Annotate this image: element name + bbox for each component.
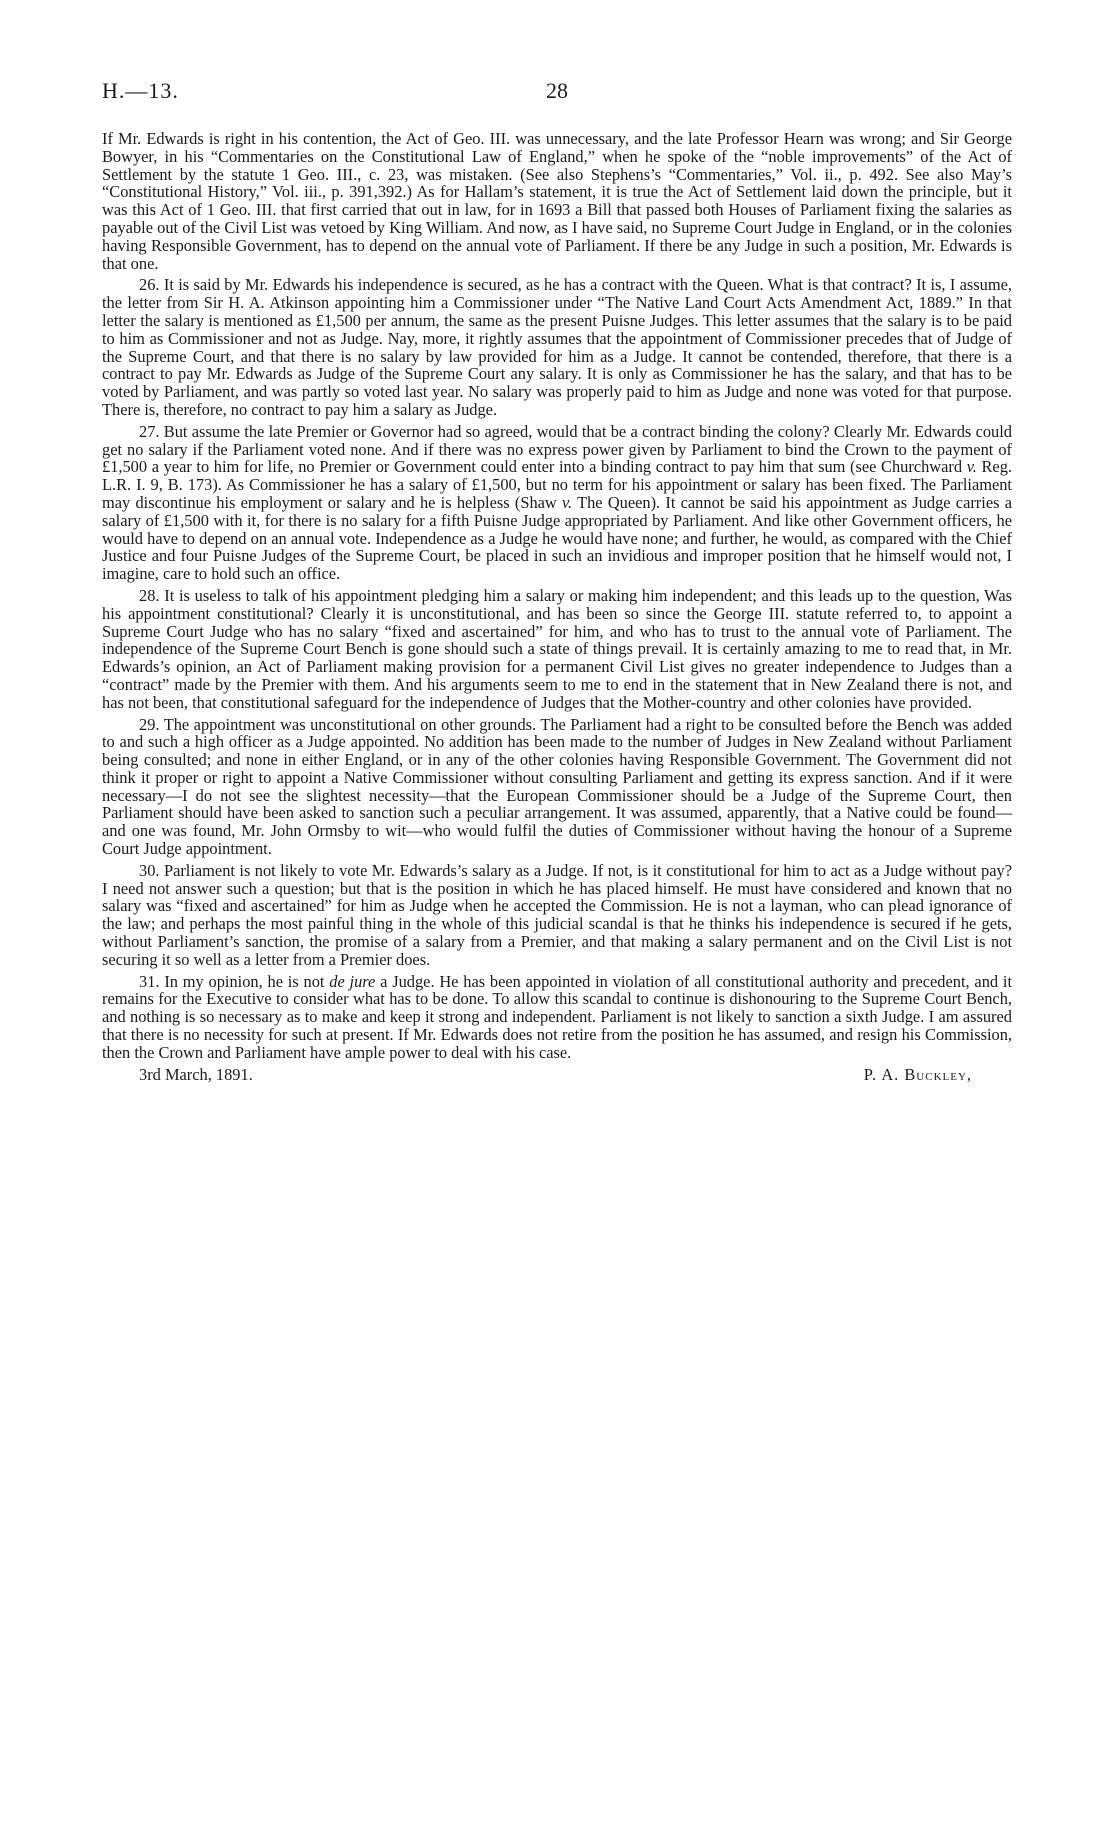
paragraph-text: But assume the late Premier or Governor had so agreed, would that be a contract binding the colony? Clearly Mr. Edwards could get no salary if the Parliament voted none. And if there was no express power given by Parliament to bind the Crown to the payment of £1,500 a year to him for life, no Premier or Government could enter into a binding contract to pay him that sum (see Churchward (102, 421, 1012, 477)
italic-versus: v. (562, 492, 573, 512)
paragraph-28 (102, 587, 1012, 712)
paragraph-text: It is useless to talk of his appointment pledging him a salary or making him independent; and this leads up to the question, Was his appointment constitutional? Clearly it is unconstitutional, and has been so since the George III. statute referred to, to appoint a Supreme Court Judge who has no salary “fixed and ascertained” for him, and who has to trust to the annual vote of Parliament. The independence of the Supreme Court Bench is gone should such a state of things prevail. It is certainly amazing to me to read that, in Mr. Edwards’s opinion, an Act of Parliament making provision for a permanent Civil List gives no greater independence to Judges than a “contract” made by the Premier with them. And his arguments seem to me to end in the statement that in New Zealand there is not, and has not been, that constitutional safeguard for the independence of Judges that the Mother-country and other colonies have provided. (102, 585, 1012, 712)
italic-latin-phrase: de jure (329, 971, 376, 991)
paragraph-text: Reg. L.R. I. 9, B. 173). As Commissioner he has a salary of £1,500, but no term for his appointment or salary has been fixed. The Parliament may discontinue his employment or salary and he is helpless (Shaw (102, 457, 1012, 512)
document-reference: H.—13. (102, 78, 179, 103)
paragraph-text: In my opinion, he is not (164, 971, 330, 991)
page-number: 28 (546, 78, 568, 103)
paragraph-number: 26. (139, 275, 160, 295)
paragraph-continuation (102, 130, 1012, 272)
paragraph-number: 29. (139, 714, 160, 734)
signature: P. A. Buckley, (863, 1064, 972, 1084)
paragraph-text: The appointment was unconstitutional on other grounds. The Parliament had a right to be consulted before the Bench was added to and such a high officer as a Judge appointed. No addition has been made to the number of Judges in New Zealand without Parliament being consulted; and none in either England, or in any of the other colonies having Responsible Government. The Government did not think it proper or right to appoint a Native Commissioner without consulting Parliament and getting its express sanction. And if it were necessary—I do not see the slightest necessity—that the European Commissioner should be a Judge of the Supreme Court, then Parliament should have been asked to sanction such a peculiar arrangement. It was assumed, apparently, that a Native could be found—and one was found, Mr. John Ormsby to wit—who would fulfil the duties of Commissioner without having the honour of a Supreme Court Judge appointment. (102, 714, 1012, 859)
paragraph-number: 28. (139, 585, 160, 605)
paragraph-number: 27. (139, 421, 160, 441)
paragraph-text: a Judge. He has been appointed in violation of all constitutional authority and precedent, and it remains for the Executive to consider what has to be done. To allow this scandal to continue is dishonouring to the Supreme Court Bench, and nothing is so necessary as to make and keep it strong and independent. Parliament is not likely to sanction a sixth Judge. I am assured that there is no necessity for such at present. If Mr. Edwards does not retire from the position he has assumed, and resign his Commission, then the Crown and Parliament have ample power to deal with his case. (102, 971, 1012, 1062)
paragraph-29 (102, 716, 1012, 858)
paragraph-number: 31. (139, 971, 160, 991)
paragraph-text: Parliament is not likely to vote Mr. Edwards’s salary as a Judge. If not, is it constitutional for him to act as a Judge without pay? I need not answer such a question; but that is the position in which he has placed himself. He must have considered and known that no salary was “fixed and ascertained” for him as Judge when he accepted the Commission. He is not a layman, who can plead ignorance of the law; and perhaps the most painful thing in the whole of this judicial scandal is that he thinks his independence is secured if he gets, without Parliament’s sanction, the promise of a salary from a Premier, and that making a salary permanent and on the Civil List is not securing it so well as a letter from a Premier does. (102, 860, 1012, 969)
paragraph-text: It is said by Mr. Edwards his independence is secured, as he has a contract with the Queen. What is that contract? It is, I assume, the letter from Sir H. A. Atkinson appointing him a Commissioner under “The Native Land Court Acts Amendment Act, 1889.” In that letter the salary is mentioned as £1,500 per annum, the same as the present Puisne Judges. This letter assumes that the salary is to be paid to him as Commissioner and not as Judge. Nay, more, it rightly assumes that the appointment of Commissioner precedes that of Judge of the Supreme Court, and that there is no salary by law provided for him as a Judge. It cannot be contended, therefore, that there is a contract to pay Mr. Edwards as Judge of the Supreme Court any salary. It is only as Commissioner he has the salary, and that has to be voted by Parliament, and was partly so voted last year. No salary was properly paid to him as Judge and none was voted for that purpose. There is, therefore, no contract to pay him a salary as Judge. (102, 275, 1012, 419)
page-header (102, 78, 1012, 108)
paragraph-31 (102, 973, 1012, 1062)
paragraph-number: 30. (139, 860, 160, 880)
italic-versus: v. (966, 457, 977, 477)
letter-date: 3rd March, 1891. (139, 1064, 253, 1084)
closing-block (102, 1066, 1012, 1088)
paragraph-27 (102, 423, 1012, 583)
paragraph-text: The Queen). It cannot be said his appointment as Judge carries a salary of £1,500 with it, for there is no salary for a fifth Puisne Judge appropriated by Parliament. And like other Government officers, he would have to depend on an annual vote. Independence as a Judge he would have none; and further, he would, as compared with the Chief Justice and four Puisne Judges of the Supreme Court, be placed in such an invidious and improper position that he himself would not, I imagine, care to hold such an office. (102, 492, 1012, 584)
body-text (102, 130, 1012, 1088)
paragraph-30 (102, 862, 1012, 969)
paragraph-26 (102, 276, 1012, 418)
paragraph-text: If Mr. Edwards is right in his contention, the Act of Geo. III. was unnecessary, and the late Professor Hearn was wrong; and Sir George Bowyer, in his “Commentaries on the Constitutional Law of England,” when he spoke of the “noble improvements” of the Act of Settlement by the statute 1 Geo. III., c. 23, was mistaken. (See also Stephens’s “Commentaries,” Vol. ii., p. 492. See also May’s “Constitutional History,” Vol. iii., p. 391,392.) As for Hallam’s statement, it is true the Act of Settlement laid down the principle, but it was this Act of 1 Geo. III. that first carried that out in law, for in 1693 a Bill that passed both Houses of Parliament fixing the salaries as payable out of the Civil List was vetoed by King William. And now, as I have said, no Supreme Court Judge in England, or in the colonies having Responsible Government, has to depend on the annual vote of Parliament. If there be any Judge in such a position, Mr. Edwards is that one. (102, 129, 1012, 273)
